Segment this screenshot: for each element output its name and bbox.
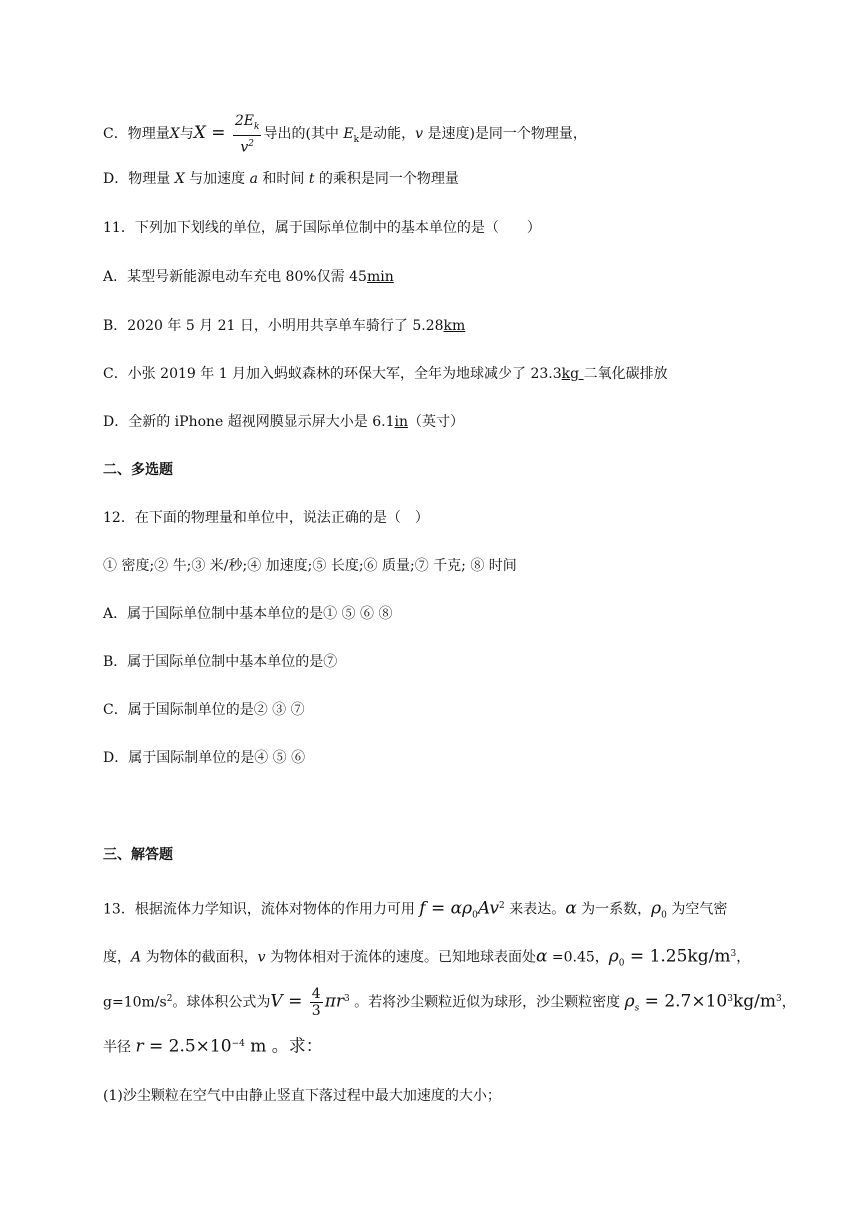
var-x: X xyxy=(193,123,206,144)
option-c-q11: C．小张 2019 年 1 月加入蚂蚁森林的环保大军，全年为地球减少了 23.3kg 二氧化碳排放 xyxy=(103,366,668,382)
option-a-q12: A．属于国际单位制中基本单位的是① ⑤ ⑥ ⑧ xyxy=(103,606,393,622)
question-13-line-3: $g=10m/s^2$。球体积公式为V = $\frac{4}{3}$ $\pi r^3$ 。若将沙尘颗粒近似为球形，沙尘颗粒密度 $\rho_s = 2.7\times 10^3kg/m^3$， xyxy=(103,986,796,1019)
question-12-list: ① 密度;② 牛;③ 米/秒;④ 加速度;⑤ 长度;⑥ 质量;⑦ 千克; ⑧ 时间 xyxy=(103,558,517,574)
question-13-line-4: 半径 $r = 2.5\times 10^{-4}$ m 。求： xyxy=(103,1036,323,1057)
question-12-stem: 12．在下面的物理量和单位中，说法正确的是（ ） xyxy=(103,510,429,526)
fraction-2ek-over-v2: $\frac{2E_k}{v^2}$ xyxy=(234,113,260,156)
option-d-q11: D．全新的 iPhone 超视网膜显示屏大小是 6.1in（英寸） xyxy=(103,414,464,430)
question-11-stem: 11．下列加下划线的单位，属于国际单位制中的基本单位的是（ ） xyxy=(103,220,541,236)
question-13-line-1: 13．根据流体力学知识，流体对物体的作用力可用 $f = \alpha\rho_0Av^2$ 来表达。α 为一系数，$\rho_0$ 为空气密 xyxy=(103,898,728,921)
option-d-q12: D．属于国际制单位的是④ ⑤ ⑥ xyxy=(103,750,306,766)
option-b-q12: B．属于国际单位制中基本单位的是⑦ xyxy=(103,654,338,670)
question-13-part-1: (1)沙尘颗粒在空气中由静止竖直下落过程中最大加速度的大小； xyxy=(103,1088,501,1104)
section-heading-multiple-choice: 二、多选题 xyxy=(103,462,173,478)
option-b-q11: B．2020 年 5 月 21 日，小明用共享单车骑行了 5.28km xyxy=(103,318,466,334)
option-a-q11: A．某型号新能源电动车充电 80%仅需 45min xyxy=(103,269,394,285)
var-x: X xyxy=(169,126,180,143)
option-c-q12: C．属于国际制单位的是② ③ ⑦ xyxy=(103,702,305,718)
option-c-q10: C．物理量X与X = $\frac{2E_k}{v^2}$ 导出的(其中 $E_k$是动能，v 是速度)是同一个物理量， xyxy=(103,113,587,156)
option-d-q10: D．物理量 X 与加速度 a 和时间 t 的乘积是同一个物理量 xyxy=(103,171,459,187)
question-13-line-2: 度，A 为物体的截面积，v 为物体相对于流体的速度。已知地球表面处α =0.45，$\rho_0 = 1.25kg/m^3$， xyxy=(103,946,751,969)
fraction-4-over-3: $\frac{4}{3}$ xyxy=(311,986,321,1019)
section-heading-solution: 三、解答题 xyxy=(103,847,173,863)
